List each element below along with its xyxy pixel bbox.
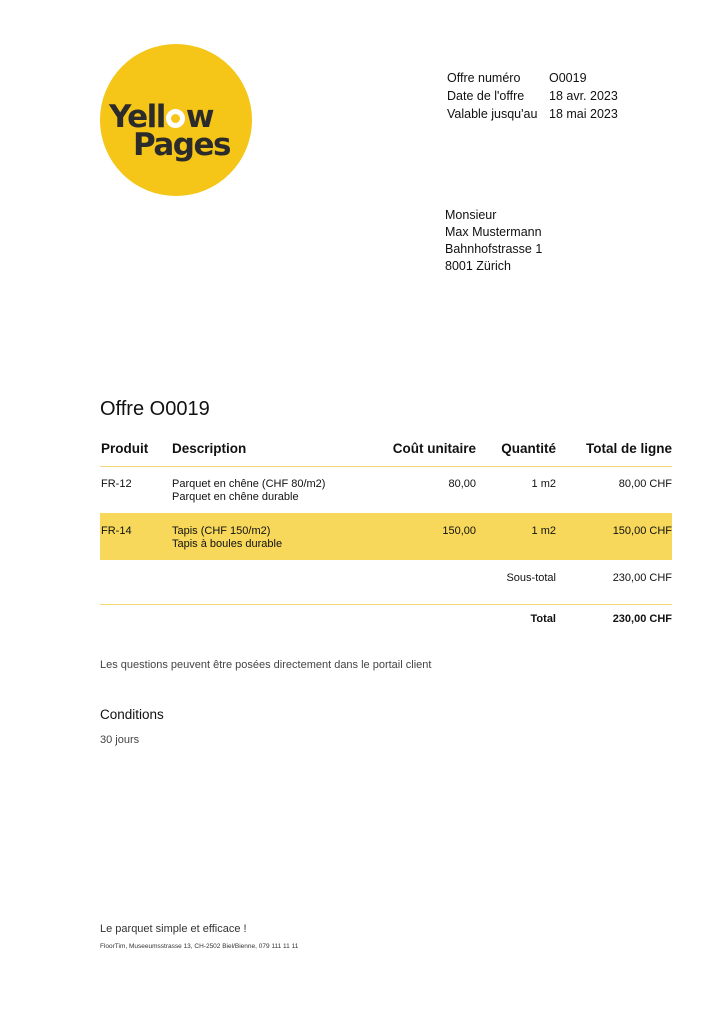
cell-product: FR-14 [101,525,132,537]
address-line: Monsieur [445,208,497,222]
meta-label: Valable jusqu'au [447,107,538,121]
address-line: Max Mustermann [445,225,542,239]
cell-description-detail: Tapis à boules durable [172,538,283,550]
subtotal-value: 230,00 CHF [612,572,672,584]
offer-title: Offre O0019 [100,398,210,420]
col-header-description: Description [172,441,247,456]
subtotal-label: Sous-total [506,572,556,584]
cell-quantity: 1 m2 [531,478,556,490]
cell-unit-cost: 80,00 [448,478,476,490]
cell-description-title: Tapis (CHF 150/m2) [172,525,271,537]
total-value: 230,00 CHF [612,613,672,625]
meta-value: 18 avr. 2023 [549,89,618,103]
logo-text-line1: Yell w [109,99,214,135]
cell-description-detail: Parquet en chêne durable [172,491,299,503]
cell-line-total: 80,00 CHF [618,478,672,490]
total-label: Total [530,613,556,625]
footer-contact: FloorTim, Museeumsstrasse 13, CH-2502 Biel/Bienne, 079 111 11 11 [100,943,299,950]
meta-label: Date de l'offre [447,89,525,103]
questions-note: Les questions peuvent être posées directement dans le portail client [100,659,432,671]
meta-value: 18 mai 2023 [549,107,618,121]
header-divider [100,466,672,467]
conditions-value: 30 jours [100,734,140,746]
col-header-product: Produit [101,441,149,456]
meta-label: Offre numéro [447,71,521,85]
footer-tagline: Le parquet simple et efficace ! [100,923,247,935]
meta-value: O0019 [549,71,587,85]
conditions-heading: Conditions [100,707,164,722]
cell-quantity: 1 m2 [531,525,556,537]
cell-line-total: 150,00 CHF [612,525,672,537]
company-logo [100,44,252,196]
logo-text-line2: Pages [133,127,230,163]
cell-description-title: Parquet en chêne (CHF 80/m2) [172,478,326,490]
address-line: 8001 Zürich [445,259,512,273]
col-header-quantity: Quantité [501,441,556,456]
subtotal-divider [100,604,672,605]
cell-unit-cost: 150,00 [442,525,476,537]
cell-product: FR-12 [101,478,132,490]
col-header-line-total: Total de ligne [585,441,672,456]
logo-ring-letter [166,109,185,128]
col-header-unit-cost: Coût unitaire [392,441,476,456]
address-line: Bahnhofstrasse 1 [445,242,543,256]
